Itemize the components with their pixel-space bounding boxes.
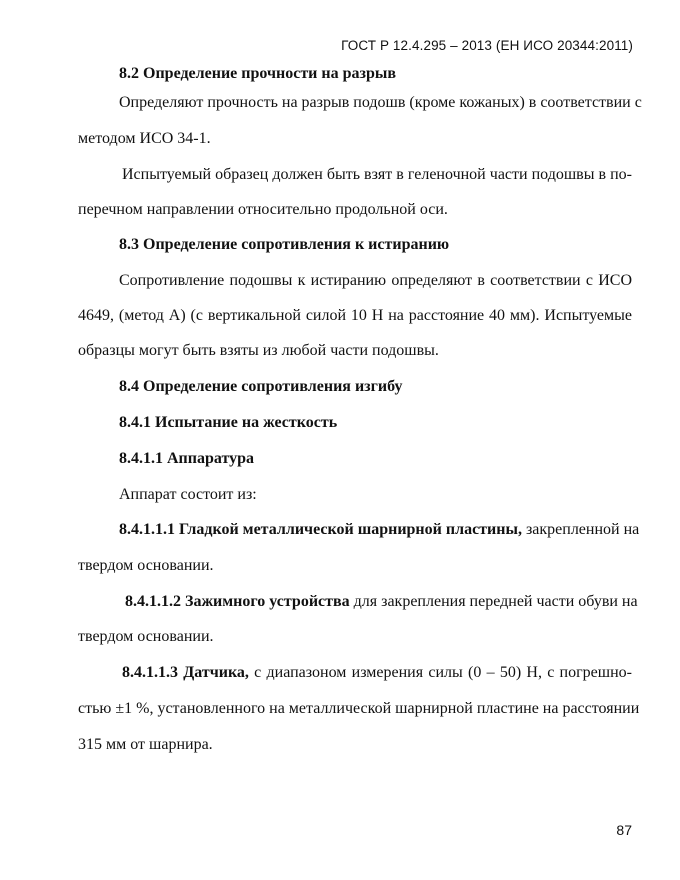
- apparatus-item-3-line-2: стью ±1 %, установленного на металлической шарнирной пластине на расстоянии: [78, 700, 640, 717]
- section-heading-8-4: 8.4 Определение сопротивления изгибу: [119, 378, 403, 395]
- page-number: 87: [616, 822, 632, 838]
- paragraph-8-3-line-3: образцы могут быть взяты из любой части подошвы.: [78, 342, 439, 359]
- apparatus-item-3-line-1: [122, 663, 632, 683]
- apparatus-item-2-term: 8.4.1.1.2 Зажимного устройства: [125, 593, 350, 610]
- section-heading-8-3: 8.3 Определение сопротивления к истиранию: [119, 236, 450, 253]
- apparatus-item-1-line-2: твердом основании.: [78, 557, 214, 574]
- apparatus-item-1-line-1: [119, 520, 640, 540]
- paragraph-8-2-line-2: методом ИСО 34-1.: [78, 130, 211, 147]
- apparatus-item-2-line-2: твердом основании.: [78, 628, 214, 645]
- apparatus-item-3-line-3: 315 мм от шарнира.: [78, 736, 213, 753]
- apparatus-item-2-line-1: [125, 592, 638, 612]
- apparatus-item-1-term: 8.4.1.1.1 Гладкой металлической шарнирной пластины,: [119, 521, 522, 538]
- paragraph-8-3-line-2: 4649, (метод А) (с вертикальной силой 10 Н на расстояние 40 мм). Испытуемые: [78, 307, 632, 324]
- section-heading-8-2: 8.2 Определение прочности на разрыв: [119, 65, 396, 82]
- apparatus-item-2-text: для закрепления передней части обуви на: [353, 593, 638, 610]
- section-heading-8-4-1-1: 8.4.1.1 Аппаратура: [119, 450, 255, 467]
- apparatus-item-3-term: 8.4.1.1.3 Датчика,: [122, 664, 249, 681]
- paragraph-8-2-b-line-2: перечном направлении относительно продольной оси.: [78, 201, 448, 218]
- paragraph-8-3-line-1: Сопротивление подошвы к истиранию определяют в соответствии с ИСО: [119, 272, 632, 289]
- apparatus-item-1-text: закрепленной на: [525, 521, 640, 538]
- paragraph-8-2-b-line-1: Испытуемый образец должен быть взят в геленочной части подошвы в по-: [122, 166, 632, 183]
- paragraph-8-2-line-1: Определяют прочность на разрыв подошв (кроме кожаных) в соответствии с: [119, 94, 642, 111]
- document-standard-header: ГОСТ Р 12.4.295 – 2013 (ЕН ИСО 20344:2011): [341, 38, 633, 53]
- apparatus-intro: Аппарат состоит из:: [119, 486, 257, 503]
- section-heading-8-4-1: 8.4.1 Испытание на жесткость: [119, 414, 338, 431]
- apparatus-item-3-text: с диапазоном измерения силы (0 – 50) Н, с погрешно-: [254, 664, 632, 681]
